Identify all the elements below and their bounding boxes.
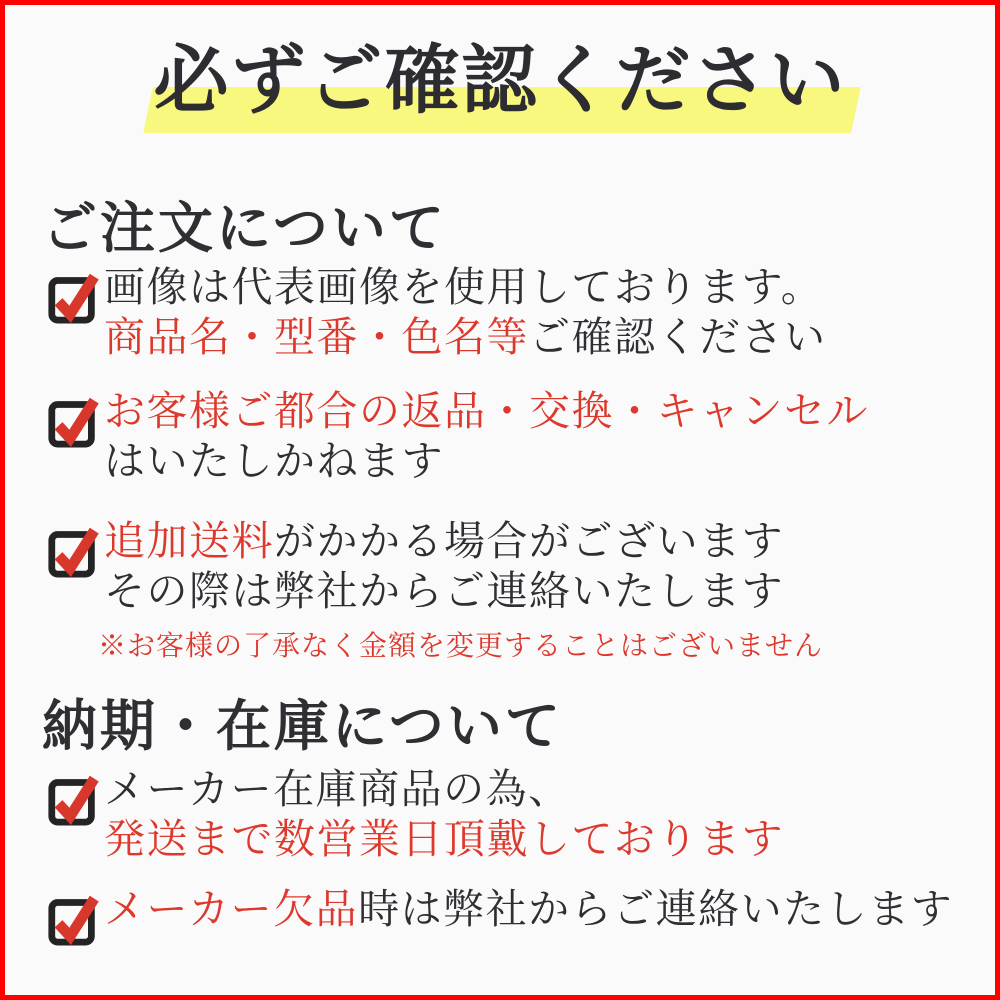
item-text-segment: その際は弊社からご連絡いたします xyxy=(104,567,784,615)
item-text-segment: 時は弊社からご連絡いたします xyxy=(358,885,954,933)
item-text-segment: がかかる場合がございます xyxy=(274,517,784,565)
page-title: 必ずご確認ください xyxy=(153,36,847,124)
item-text-segment: はいたしかねます xyxy=(104,437,444,485)
section-heading-stock: 納期・在庫について xyxy=(42,693,563,758)
item-text-segment: ご確認ください xyxy=(529,313,827,361)
item-text-segment-red: お客様ご都合の返品・交換・キャンセル xyxy=(104,387,869,435)
item-text-segment-red: 追加送料 xyxy=(104,517,274,565)
price-change-note: ※お客様の了承なく金額を変更することはございません xyxy=(98,629,824,662)
item-text-segment: 画像は代表画像を使用しております。 xyxy=(104,263,824,311)
item-text-segment: メーカー在庫商品の為、 xyxy=(104,765,571,813)
section-heading-order: ご注文について xyxy=(42,195,447,260)
item-text-segment-red: 発送まで数営業日頂戴しております xyxy=(104,815,784,863)
item-text-segment-red: 商品名・型番・色名等 xyxy=(104,313,529,361)
item-text-segment-red: メーカー欠品 xyxy=(104,885,359,933)
